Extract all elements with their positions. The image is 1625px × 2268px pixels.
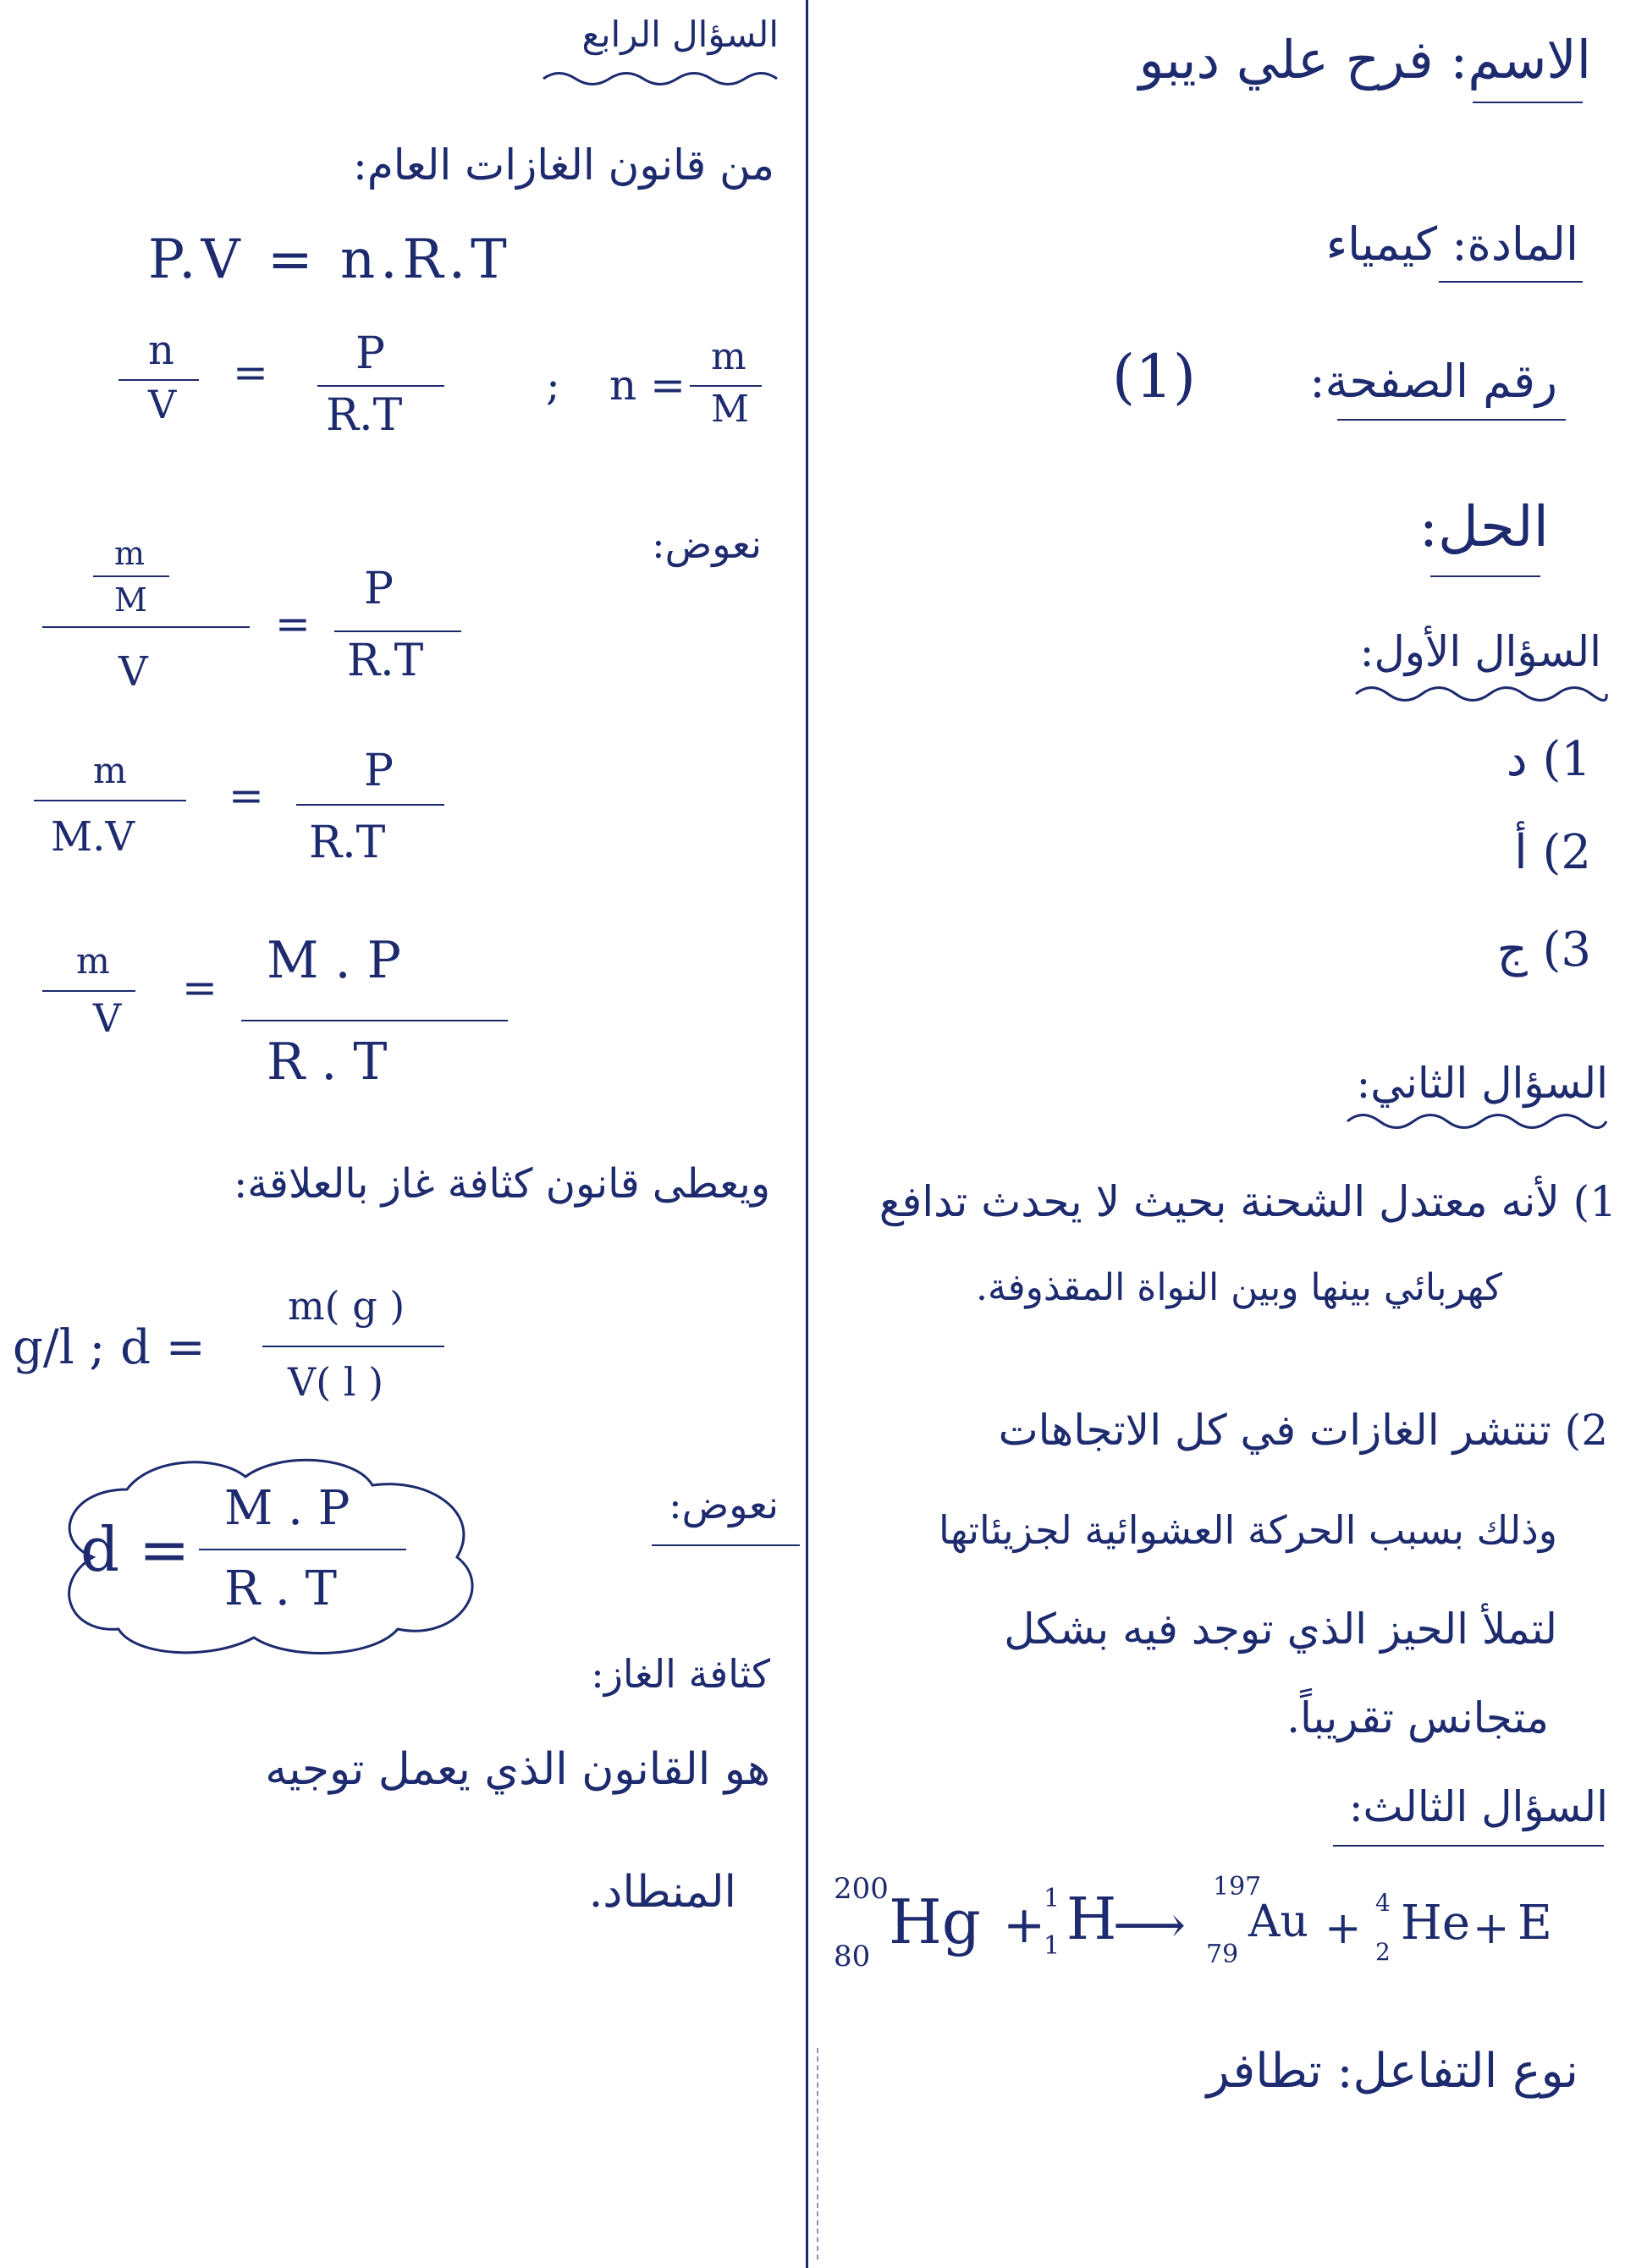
boxed-density-bar bbox=[199, 1549, 406, 1550]
q2-answer-2-line-4: متجانس تقريباً. bbox=[1286, 1693, 1549, 1742]
separator-semicolon: ; bbox=[546, 361, 560, 410]
q2-answer-2-line-2: وذلك بسبب الحركة العشوائية لجزيئاتها bbox=[938, 1507, 1557, 1553]
boxed-density-den: R . T bbox=[224, 1561, 337, 1616]
h-mass-number: 1 bbox=[1044, 1884, 1060, 1913]
q1-answer-3: 3) ج bbox=[1496, 922, 1591, 977]
hg-atomic-number: 80 bbox=[834, 1940, 871, 1973]
fraction-m-v-num: m bbox=[76, 940, 110, 982]
fraction-m-mv-num: m bbox=[93, 750, 127, 791]
fraction-n-v-bar bbox=[118, 379, 199, 381]
he-atomic-number: 2 bbox=[1375, 1938, 1391, 1966]
energy-symbol: E bbox=[1518, 1896, 1552, 1951]
density-bar bbox=[262, 1346, 444, 1347]
hg-symbol: Hg bbox=[889, 1886, 981, 1957]
fraction-mp-rt-num: M . P bbox=[267, 931, 402, 990]
equals-sign-2: = bbox=[275, 599, 311, 648]
name-label: الاسم: bbox=[1450, 29, 1591, 91]
subject-line bbox=[1325, 217, 1578, 271]
plus-sign-1: + bbox=[1003, 1896, 1046, 1955]
subject-value: كيمياء bbox=[1325, 217, 1438, 271]
page-number-line bbox=[1111, 342, 1557, 411]
h-atomic-number: 1 bbox=[1044, 1931, 1060, 1961]
boxed-density-lhs: d = bbox=[80, 1514, 190, 1585]
column-divider bbox=[806, 0, 808, 2268]
solution-title: الحل: bbox=[1418, 494, 1549, 559]
density-mass-num: m( g ) bbox=[288, 1283, 405, 1329]
equals-sign-1: = bbox=[233, 348, 268, 397]
n-equals: n = bbox=[609, 361, 686, 410]
fraction-p-rt2-den: R.T bbox=[309, 817, 386, 868]
general-gas-law-intro: من قانون الغازات العام: bbox=[353, 140, 774, 190]
compound-rhs-den: R.T bbox=[347, 636, 424, 686]
fraction-mp-rt-den: R . T bbox=[267, 1032, 388, 1092]
compound-rhs-num: P bbox=[364, 564, 394, 614]
compound-top-bar bbox=[93, 575, 169, 577]
equals-sign-3: = bbox=[229, 771, 264, 820]
fraction-n-v-num: n bbox=[148, 327, 174, 374]
fraction-n-v-den: V bbox=[148, 382, 177, 427]
au-atomic-number: 79 bbox=[1206, 1940, 1239, 1969]
q3-title: السؤال الثالث: bbox=[1348, 1782, 1608, 1831]
q4-wavy-underline bbox=[542, 68, 779, 90]
equals-sign-4: = bbox=[182, 963, 218, 1012]
plus-sign-2: + bbox=[1325, 1903, 1362, 1954]
nuclear-reaction-equation bbox=[834, 1874, 1595, 1993]
fold-line bbox=[817, 2048, 818, 2260]
density-law-intro: ويعطى قانون كثافة غاز بالعلاقة: bbox=[234, 1160, 770, 1208]
page-number-label: رقم الصفحة: bbox=[1309, 355, 1557, 408]
fraction-p-rt2-bar bbox=[296, 804, 444, 806]
au-symbol: Au bbox=[1248, 1896, 1309, 1947]
q1-wavy-underline bbox=[1354, 681, 1608, 707]
fraction-m-over-m-num: m bbox=[711, 335, 746, 378]
fraction-p-rt-num: P bbox=[355, 328, 385, 379]
boxed-density-num: M . P bbox=[224, 1481, 350, 1536]
density-units-prefix: g/l ; d = bbox=[13, 1320, 206, 1375]
density-volume-den: V( l ) bbox=[288, 1359, 384, 1405]
plus-sign-3: + bbox=[1473, 1903, 1510, 1954]
q2-answer-2-line-1: 2) تنتشر الغازات في كل الاتجاهات bbox=[998, 1406, 1608, 1455]
q1-answer-2: 2) أ bbox=[1514, 825, 1591, 880]
fraction-m-over-m-den: M bbox=[711, 388, 750, 431]
he-mass-number: 4 bbox=[1375, 1889, 1391, 1917]
fraction-p-rt-den-text: R.T bbox=[326, 390, 403, 441]
q3-underline bbox=[1333, 1845, 1604, 1847]
fraction-mp-rt-bar bbox=[241, 1020, 508, 1021]
fraction-m-v-bar bbox=[42, 990, 135, 992]
q2-answer-1-line-2: كهربائي بينها وبين النواة المقذوفة. bbox=[976, 1266, 1502, 1309]
fraction-m-v-den: V bbox=[93, 995, 122, 1041]
q1-answer-1: 1) د bbox=[1506, 732, 1591, 787]
hg-mass-number: 200 bbox=[834, 1872, 889, 1906]
h-symbol: H bbox=[1066, 1886, 1117, 1953]
compound-top-den: M bbox=[114, 581, 147, 619]
fraction-m-mv-den: M.V bbox=[51, 813, 135, 861]
gas-density-def-line-2: المنطاد. bbox=[588, 1867, 736, 1918]
au-mass-number: 197 bbox=[1213, 1872, 1262, 1902]
student-name-line bbox=[1138, 29, 1592, 91]
q2-wavy-underline bbox=[1346, 1109, 1608, 1134]
fraction-m-over-m-bar bbox=[690, 385, 762, 387]
q4-title: السؤال الرابع bbox=[581, 14, 779, 55]
q2-answer-1-line-1: 1) لأنه معتدل الشحنة بحيث لا يحدث تدافع bbox=[879, 1177, 1617, 1226]
compound-rhs-bar bbox=[334, 630, 461, 632]
fraction-p-rt-bar bbox=[317, 385, 444, 387]
fraction-m-mv-bar bbox=[34, 800, 186, 801]
he-symbol: He bbox=[1401, 1896, 1470, 1951]
compound-den: V bbox=[118, 648, 148, 696]
fraction-p-rt2-num: P bbox=[364, 746, 394, 796]
gas-density-def-line-1: هو القانون الذي يعمل توجيه bbox=[265, 1744, 770, 1795]
reaction-arrow: ⟶ bbox=[1113, 1896, 1187, 1955]
q2-answer-2-line-3: لتملأ الحيز الذي توجد فيه بشكل bbox=[1004, 1605, 1557, 1654]
page-number-value: (1) bbox=[1111, 342, 1197, 411]
q2-title: السؤال الثاني: bbox=[1356, 1059, 1608, 1108]
substitute-label-2: نعوض: bbox=[669, 1482, 779, 1528]
ideal-gas-equation: P.V = n.R.T bbox=[148, 228, 512, 291]
substitute-label-1: نعوض: bbox=[652, 521, 762, 567]
compound-main-bar bbox=[42, 626, 250, 628]
compound-top-num: m bbox=[114, 535, 146, 572]
reaction-type: نوع التفاعل: تطافر bbox=[1206, 2044, 1578, 2099]
name-underline bbox=[1473, 102, 1583, 103]
name-value: فرح علي ديبو bbox=[1138, 29, 1434, 91]
subject-underline bbox=[1439, 281, 1583, 283]
gas-density-title: كثافة الغاز: bbox=[591, 1651, 770, 1697]
substitute-2-underline bbox=[652, 1544, 800, 1546]
solution-underline bbox=[1430, 575, 1540, 577]
page-number-underline bbox=[1337, 419, 1566, 421]
q1-title: السؤال الأول: bbox=[1359, 627, 1601, 676]
subject-label: المادة: bbox=[1451, 217, 1578, 271]
